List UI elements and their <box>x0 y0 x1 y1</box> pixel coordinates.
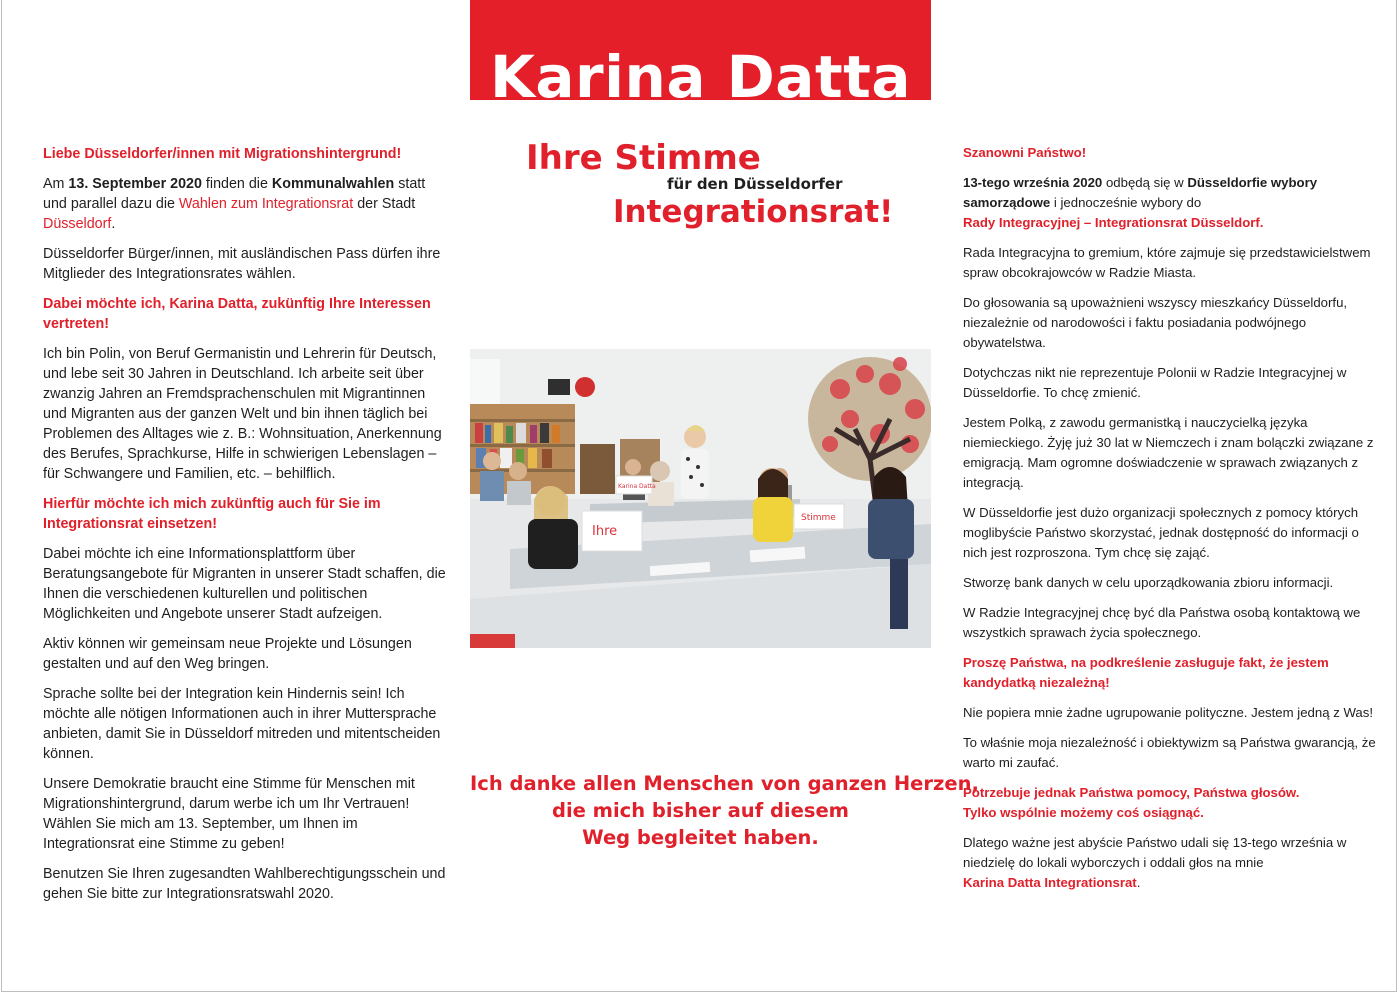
german-heading-3: Hierfür möchte ich mich zukünftig auch für Sie im Integrationsrat einsetzen! <box>43 496 381 532</box>
slogan-line-3: Integrationsrat! <box>613 194 894 230</box>
polish-paragraph-8: W Radzie Integracyjnej chcę być dla Państwa osobą kontaktową we wszystkich sprawach życia społecznego. <box>963 605 1361 640</box>
german-heading-2: Dabei möchte ich, Karina Datta, zukünftig Ihre Interessen vertreten! <box>43 296 431 332</box>
thanks-line-2: die mich bisher auf diesem <box>552 799 849 822</box>
polish-paragraph-1: 13-tego września 2020 odbędą się w Düsseldorfie wybory samorządowe i jednocześnie wybory do Rady Integracyjnej – Integrationsrat Düsseldorf. <box>963 175 1318 230</box>
classroom-photo <box>470 349 931 648</box>
sign-karina-datta: Karina Datta <box>618 483 656 490</box>
polish-paragraph-9: Nie popiera mnie żadne ugrupowanie polityczne. Jestem jedną z Was! <box>963 705 1374 720</box>
german-paragraph-5: Aktiv können wir gemeinsam neue Projekte und Lösungen gestalten und auf den Weg bringen. <box>43 636 412 672</box>
slogan-line-2: für den Düsseldorfer <box>667 175 843 193</box>
polish-paragraph-5: Jestem Polką, z zawodu germanistką i nauczycielką języka niemieckiego. Żyję już 30 lat w Niemczech i znam bolączki związane z emigracją. Mam ogromne doświadczenie w sprawach związanych z integracją. <box>963 415 1374 490</box>
sign-ihre: Ihre <box>592 524 618 539</box>
polish-greeting: Szanowni Państwo! <box>963 145 1087 160</box>
german-paragraph-1: Am 13. September 2020 finden die Kommunalwahlen statt und parallel dazu die Wahlen zum Integrationsrat der Stadt Düsseldorf. <box>43 176 426 232</box>
german-paragraph-7: Unsere Demokratie braucht eine Stimme für Menschen mit Migrationshintergrund, darum werbe ich um Ihr Vertrauen! Wählen Sie mich am 13. September, um Ihnen im Integrationsrat eine Stimme zu geben! <box>43 776 415 852</box>
german-greeting: Liebe Düsseldorfer/innen mit Migrationshintergrund! <box>43 146 402 162</box>
sign-stimme: Stimme <box>801 513 836 523</box>
polish-heading-3: Potrzebuje jednak Państwa pomocy, Państwa głosów. Tylko wspólnie możemy coś osiągnąć. <box>963 785 1300 820</box>
name-banner <box>470 0 931 100</box>
polish-paragraph-4: Dotychczas nikt nie reprezentuje Polonii w Radzie Integracyjnej w Düsseldorfie. To chcę zmienić. <box>963 365 1347 400</box>
german-column <box>43 144 453 914</box>
german-paragraph-4: Dabei möchte ich eine Informationsplattform über Beratungsangebote für Migranten in unserer Stadt schaffen, die Ihnen die verschiedenen kulturellen und politischen Möglichkeiten und Angebote unserer Stadt aufzeigen. <box>43 546 446 622</box>
german-paragraph-8: Benutzen Sie Ihren zugesandten Wahlberechtigungsschein und gehen Sie bitte zur Integrationsratswahl 2020. <box>43 866 446 902</box>
classroom-photo-illustration <box>470 349 931 648</box>
polish-heading-2: Proszę Państwa, na podkreślenie zasługuje fakt, że jestem kandydatką niezależną! <box>963 655 1329 690</box>
polish-paragraph-3: Do głosowania są upoważnieni wszyscy mieszkańcy Düsseldorfu, niezależnie od narodowości i faktu posiadania podwójnego obywatelstwa. <box>963 295 1348 350</box>
polish-paragraph-7: Stworzę bank danych w celu uporządkowania zbioru informacji. <box>963 575 1334 590</box>
polish-paragraph-6: W Düsseldorfie jest dużo organizacji społecznych z pomocy których moglibyście Państwo skorzystać, jednak dostępność do informacji o nich jest rozproszona. Tym chcę się zająć. <box>963 505 1359 560</box>
polish-paragraph-11: Dlatego ważne jest abyście Państwo udali się 13-tego września w niedzielę do lokali wyborczych i oddali głos na mnie Karina Datta Integrationsrat. <box>963 835 1347 890</box>
polish-paragraph-2: Rada Integracyjna to gremium, które zajmuje się przedstawicielstwem spraw obcokrajowców w Radzie Miasta. <box>963 245 1371 280</box>
german-paragraph-2: Düsseldorfer Bürger/innen, mit ausländischen Pass dürfen ihre Mitglieder des Integrationsrates wählen. <box>43 246 441 282</box>
german-paragraph-3: Ich bin Polin, von Beruf Germanistin und Lehrerin für Deutsch, und lebe seit 30 Jahren in Deutschland. Ich arbeite seit über zwanzig Jahren an Fremdsprachenschulen mit Migrantinnen und Migranten aus der ganzen Welt und bin ihnen täglich bei Problemen des Alltages wie z. B.: Wohnsituation, Anerkennung des Berufes, Sprachkurse, Hilfe in schwierigen Lebenslagen – für Schwangere und Familien, etc. – behilflich. <box>43 346 442 482</box>
thanks-message <box>470 770 979 851</box>
german-paragraph-6: Sprache sollte bei der Integration kein Hindernis sein! Ich möchte alle nötigen Informationen auch in ihrer Muttersprache anbieten, damit Sie in Düsseldorf mitreden und mitentscheiden können. <box>43 686 441 762</box>
thanks-line-1: Ich danke allen Menschen von ganzen Herzen, <box>470 772 979 795</box>
polish-paragraph-10: To właśnie moja niezależność i obiektywizm są Państwa gwarancją, że warto mi zaufać. <box>963 735 1376 770</box>
slogan-line-1: Ihre Stimme <box>526 138 761 178</box>
polish-column <box>963 143 1378 903</box>
thanks-line-3: Weg begleitet haben. <box>582 826 819 849</box>
candidate-name: Karina Datta <box>489 43 912 100</box>
